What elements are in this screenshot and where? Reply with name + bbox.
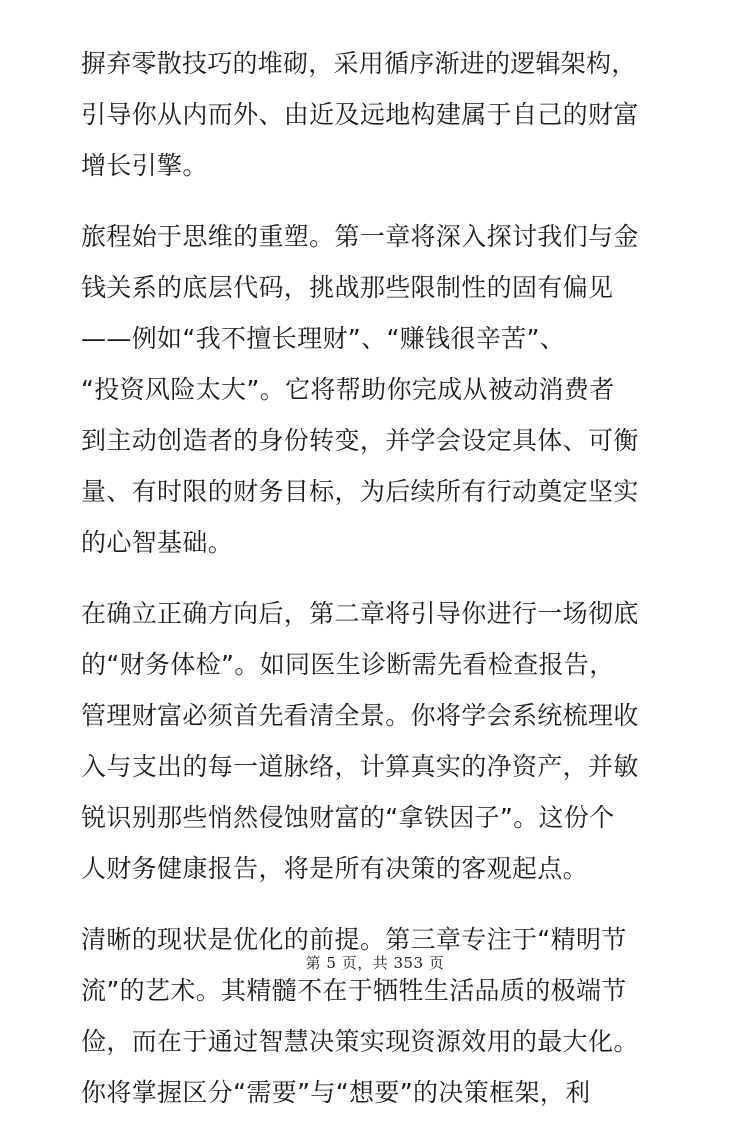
- text-line: 摒弃零散技巧的堆砌，采用循序渐进的逻辑架构，: [81, 49, 637, 78]
- text-line: 清晰的现状是优化的前提。第三章专注于“精明节: [81, 925, 627, 954]
- paragraph-1: [81, 38, 671, 191]
- text-line: 增长引擎。: [81, 151, 208, 180]
- text-line: 旅程始于思维的重塑。第一章将深入探讨我们与金: [81, 222, 639, 251]
- paragraph-4: [81, 914, 671, 1118]
- text-line: 俭，而在于通过智慧决策实现资源效用的最大化。: [81, 1027, 639, 1056]
- page-number-footer: 第 5 页，共 353 页: [305, 954, 445, 972]
- text-line: “投资风险太大”。它将帮助你完成从被动消费者: [81, 375, 615, 404]
- text-line: 锐识别那些悄然侵蚀财富的“拿铁因子”。这份个: [81, 803, 615, 832]
- text-line: 在确立正确方向后，第二章将引导你进行一场彻底: [81, 599, 639, 628]
- text-line: 钱关系的底层代码，挑战那些限制性的固有偏见: [81, 273, 614, 302]
- document-body: [81, 38, 671, 1138]
- text-line: 引导你从内而外、由近及远地构建属于自己的财富: [81, 100, 639, 129]
- text-line: 入与支出的每一道脉络，计算真实的净资产，并敏: [81, 752, 639, 781]
- text-line: 管理财富必须首先看清全景。你将学会系统梳理收: [81, 701, 639, 730]
- text-line: 的“财务体检”。如同医生诊断需先看检查报告，: [81, 650, 615, 679]
- text-line: 流”的艺术。其精髓不在于牺牲生活品质的极端节: [81, 976, 627, 1005]
- text-line: ——例如“我不擅长理财”、“赚钱很辛苦”、: [81, 324, 566, 353]
- text-line: 到主动创造者的身份转变，并学会设定具体、可衡: [81, 426, 639, 455]
- paragraph-3: [81, 588, 671, 894]
- paragraph-2: [81, 211, 671, 568]
- text-line: 人财务健康报告，将是所有决策的客观起点。: [81, 854, 589, 883]
- text-line: 你将掌握区分“需要”与“想要”的决策框架，利: [81, 1078, 591, 1107]
- text-line: 的心智基础。: [81, 528, 234, 557]
- text-line: 量、有时限的财务目标，为后续所有行动奠定坚实: [81, 477, 639, 506]
